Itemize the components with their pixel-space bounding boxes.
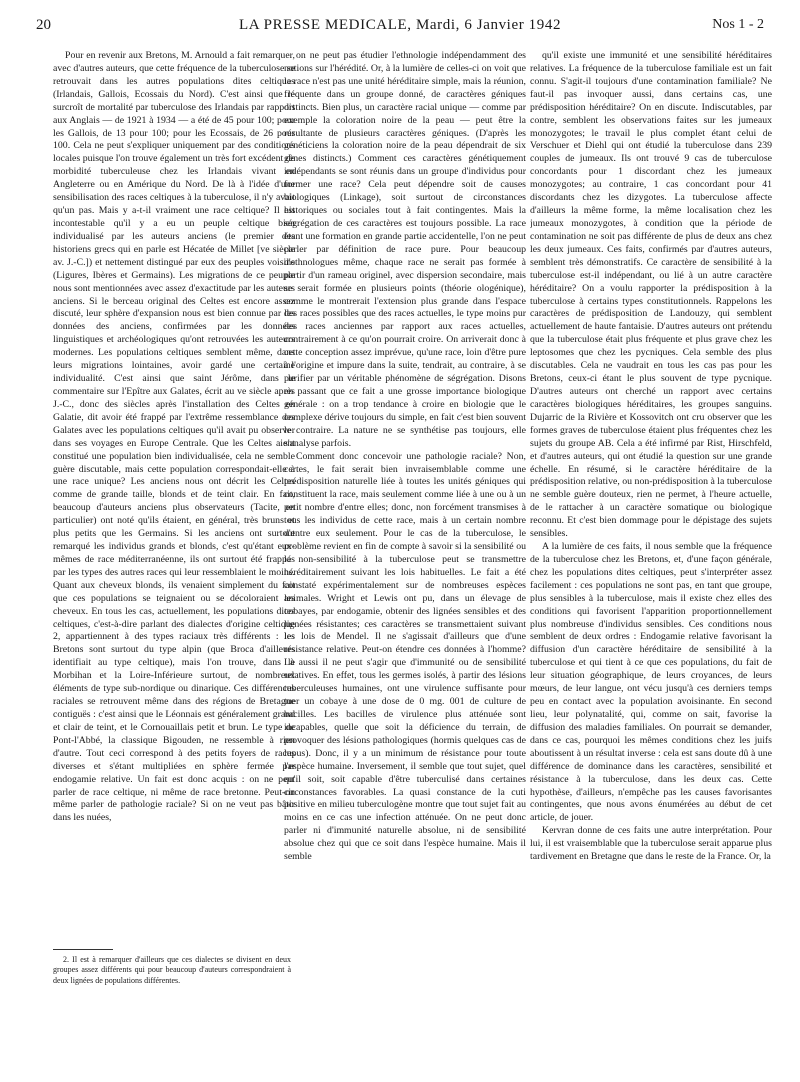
journal-title: LA PRESSE MEDICALE, Mardi, 6 Janvier 1942 xyxy=(238,17,562,33)
paragraph: Comment donc concevoir une pathologie raciale? Non, certes, le fait serait bien invraisemblable comme une prédisposition naturelle liée à toutes les unités géniques qui constituent la race, mais seulement comme liée à une ou à un petit nombre d'entre elles; donc, non forcément transmises à tous les individus de cette race, mais à un certain nombre d'entre eux seulement. Pour le cas de la tuberculose, le problème revient en fin de compte à savoir si la sensibilité ou la non-sensibilité à la tuberculose peut se transmettre héréditairement suivant les lois habituelles. Le fait a été constaté expérimentalement sur de nombreuses espèces animales. Wright et Lewis ont pu, dans un élevage de cobayes, par endogamie, obtenir des lignées sensibles et des lignées résistantes; ces caractères se transmettaient suivant les lois de Mendel. Il ne s'agissait d'ailleurs que d'une résistance relative. Peut-on étendre ces données à l'homme? Là aussi il ne peut s'agir que d'immunité ou de sensibilité relatives. En effet, tous les germes isolés, à partir des lésions tuberculeuses humaines, ont une virulence suffisante pour tuer un cobaye à une dose de 0 mg. 001 de culture de bacilles. Les bacilles de virulence plus atténuée sont incapables, quelle que soit la déficience du terrain, de provoquer des lésions pathologiques (hormis quelques cas de lupus). Donc, il y a un minimum de résistance pour toute l'espèce humaine. Inversement, il semble que tout sujet, quel qu'il soit, soit capable d'être tuberculisé dans certaines circonstances favorables. La quasi constance de la cuti positive en milieu tuberculogène montre que tout sujet fait au moins en ce cas une infection atténuée. On ne peut donc parler ni d'immunité naturelle absolue, ni de sensibilité absolue chez qui que ce soit dans l'espèce humaine. Mais il semble xyxy=(284,450,526,863)
column-1 xyxy=(53,50,295,942)
paragraph: on ne peut pas étudier l'ethnologie indépendamment des notions sur l'hérédité. Or, à la lumière de celles-ci on voit que la race n'est pas une unité héréditaire simple, mais la réunion, fréquente dans un groupe donné, de caractères géniques distincts. Bien plus, un caractère racial unique — comme par exemple la coloration noire de la peau — peut être la résultante de plusieurs caractères géniques. (D'après les généticiens la coloration noire de la peau dépendrait de six gènes distincts.) Comment ces caractères génétiquement indépendants se sont réunis dans un groupe d'individus pour former une race? Cela peut dépendre soit de causes biologiques (Linkage), soit surtout de circonstances historiques ou sociales tout à fait contingentes. Mais la ségrégation de ces caractères est toujours possible. La race étant une formation en grande partie accidentelle, l'on ne peut parler par définition de race pure. Pour beaucoup d'ethnologues même, chaque race ne serait pas formée à partir d'un rameau originel, avec dispersion secondaire, mais se serait formée en plusieurs points (théorie ologénique), comme le montrerait l'extension plus grande dans l'espace des races possibles que des races actuelles, le type moins pur des races anciennes par rapport aux races actuelles, contrairement à ce qu'on pourrait croire. On arriverait donc à cette conception assez imprévue, qu'une race, loin d'être pure à l'origine et impure dans la suite, tendrait, au contraire, à se purifier par un véritable phénomène de ségrégation. Disons en passant que ce fait a une grosse importance biologique générale : on a trop tendance à croire en biologie que le complexe dérive toujours du simple, en fait c'est bien souvent le contraire. La nature ne se synthétise pas toujours, elle s'analyse parfois. xyxy=(284,50,526,449)
paragraph: Kervran donne de ces faits une autre interprétation. Pour lui, il est vraisemblable que la tuberculose serait apparue plus tardivement en Bretagne que dans le reste de la France. Or, la xyxy=(530,825,772,863)
paragraph: qu'il existe une immunité et une sensibilité héréditaires relatives. La fréquence de la tuberculose familiale est un fait connu. S'agit-il toujours d'une contamination familiale? Ne faut-il pas invoquer aussi, dans certains cas, une prédisposition héréditaire? On en discute. Indiscutables, par contre, semblent les observations faites sur les jumeaux monozygotes; le travail le plus complet étant celui de Verschuer et Diehl qui ont étudié la tuberculose dans 239 couples de jumeaux. Ils ont trouvé 9 cas de tuberculose concordants pour 1 discordant chez les jumeaux monozygotes; au contraire, 1 cas concordant pour 41 discordants chez les dizygotes. La tuberculose affecte d'ailleurs la même forme, la même localisation chez les jumeaux monozygotes, à condition que la période de contamination ne soit pas différente de plus de deux ans chez les deux jumeaux. Ces faits, confirmés par d'autres auteurs, semblent très démonstratifs. Ce caractère de sensibilité à la tuberculose est-il indépendant, ou lié à un autre caractère héréditaire? On a voulu rapporter la prédisposition à la tuberculose à certains types constitutionnels. Rappelons les caractères de prédisposition de Landouzy, qui semblent actuellement de haute fantaisie. D'autres auteurs ont prétendu que la tuberculose était plus fréquente et plus grave chez les leptosomes que chez les pycniques. Cela semble des plus discutables. Cela ne vaudrait en tous les cas pas pour les Bretons, ceux-ci étant le plus souvent de type pycnique. D'autres auteurs ont cherché un rapport avec certains caractères biologiques héréditaires, les groupes sanguins. Dujarric de la Rivière et Kossovitch ont cru observer que les formes graves de tuberculose étaient plus fréquentes chez les sujets du groupe AB. Cela a été infirmé par Rist, Hirschfeld, et d'autres auteurs, qui ont étudié la question sur une grande échelle. En résumé, si le caractère héréditaire de la prédisposition relative, ou non-prédisposition à la tuberculose ne semble guère douteux, rien ne permet, à l'heure actuelle, de le rattacher à un caractère somatique ou biologique reconnu. Et c'est bien dommage pour le dépistage des sujets sensibles. xyxy=(530,50,772,540)
column-3 xyxy=(530,50,772,1074)
issue-number: Nos 1 - 2 xyxy=(712,17,764,32)
column-2 xyxy=(284,50,526,1074)
footnote-text: 2. Il est à remarquer d'ailleurs que ces dialectes se divisent en deux groupes assez différents qui pour beaucoup d'auteurs correspondraient à deux lignées de populations différentes. xyxy=(53,955,291,985)
footnote xyxy=(53,955,291,986)
page-number: 20 xyxy=(36,17,51,33)
footnote-divider xyxy=(53,949,113,950)
paragraph: A la lumière de ces faits, il nous semble que la fréquence de la tuberculose chez les Bretons, et, d'une façon générale, chez les populations dites celtiques, peut s'interpréter assez facilement : ces populations ne sont pas, en tant que groupe, plus sensibles à la tuberculose, mais il existe chez elles des conditions qui favorisent l'apparition proportionnellement plus nombreuse d'individus sensibles. Ces conditions nous semblent de deux ordres : Endogamie relative favorisant la diffusion d'un caractère héréditaire de sensibilité à la tuberculose et qui tient à ce que ces populations, du fait de leur situation géographique, de leurs croyances, de leurs mœurs, de leur langue, ont vécu jusqu'à ces derniers temps peu en contact avec la population avoisinante. En second lieu, leur polynatalité, qui, comme on sait, favorise la diffusion des maladies familiales. On pourrait se demander, dans ce cas, pourquoi les mêmes conditions chez les juifs aboutissent à un résultat inverse : cela est sans doute dû à une différence de dominance dans les caractères, sensibilité et résistance à la tuberculose, dans les deux cas. Cette hypothèse, d'ailleurs, n'empêche pas les causes favorisantes contingentes, que nous avons énumérées au début de cet article, de jouer. xyxy=(530,541,772,824)
page-header xyxy=(36,17,764,39)
paragraph: Pour en revenir aux Bretons, M. Arnould a fait remarquer, avec d'autres auteurs, que cette fréquence de la tuberculose se retrouvait dans les autres populations dites celtiques (Irlandais, Gallois, Ecossais du Nord). C'est ainsi que le surcroît de mortalité par tuberculose des Irlandais par rapport aux Anglais — de 1921 à 1934 — a été de 45 pour 100; pour les Gallois, de 13 pour 100; pour les Ecossais, de 26 pour 100. Cela ne peut s'expliquer uniquement par des conditions locales puisque l'on trouve également un très fort excédent de morbidité tuberculeuse chez les Irlandais vivant en Angleterre ou en Amérique du Nord. De là à l'idée d'une sensibilisation des races celtiques à la tuberculose, il n'y avait qu'un pas. Mais y a-t-il vraiment une race celtique? Il est incontestable qu'il y a eu un peuple celtique bien individualisé par les auteurs anciens (le premier des historiens grecs qui en parle est Hécatée de Millet [ve siècle av. J.-C.]) et nettement distingué par eux des peuples voisins (Ligures, Ibères et Germains). Les migrations de ce peuple nous sont mentionnées avec assez d'exactitude par les auteurs anciens. Si le berceau original des Celtes est encore assez discuté, leur sphère d'expansion nous est bien connue par les données des anciens, confirmées par les données linguistiques et archéologiques qu'ont retrouvées les auteurs modernes. Les populations celtiques semblent même, dans leurs migrations lointaines, avoir gardé une certaine individualité. C'est ainsi que saint Jérôme, dans le commentaire sur l'Epître aux Galates, écrit au ve siècle après J.-C., donc des siècles après l'installation des Celtes en Galatie, dit avoir été frappé par l'extrême ressemblance des Galates avec les populations celtiques qu'il avait pu observer dans ses voyages en Europe Centrale. Que les Celtes aient constitué une population bien individualisée, cela ne semble guère discutable, mais cette population correspondait-elle à une race unique? Les anciens nous ont décrit les Celtes comme de grande taille, blonds et de teint clair. En fait, beaucoup d'auteurs anciens plus observateurs (Tacite, en particulier) ont noté qu'ils étaient, en général, très bruns et plus petits que les Germains. Si les anciens ont surtout remarqué les individus grands et blonds, c'est qu'étant eux-mêmes de race méditerranéenne, ils ont surtout été frappés par les types des autres races qui leur ressemblaient le moins. Quant aux cheveux blonds, ils venaient simplement du fait que ces populations se teignaient ou se décoloraient les cheveux. En tous les cas, actuellement, les populations dites celtiques, c'est-à-dire parlant des dialectes d'origine celtique 2, appartiennent à des types raciaux très différents : les Bretons sont surtout du type alpin (que Broca d'ailleurs identifiait au type celtique), mais l'on trouve, dans le Morbihan et la Loire-Inférieure surtout, de nombreux éléments de type sub-nordique ou dinarique. Ces différences raciales se retrouvent même dans des régions de Bretagne contiguës : c'est ainsi que le Léonnais est généralement grand et clair de teint, et le Cornouaillais petit et brun. Le type de Pont-l'Abbé, la classique Bigouden, ne ressemble à rien d'autre. Tout ceci correspond à des petits foyers de races diverses et s'étant multipliées en sphère fermée par endogamie relative. Un fait est donc acquis : on ne peut parler de race celtique, ni même de race bretonne. Peut-on même parler de pathologie raciale? Si on ne veut pas bâtir dans les nuées, xyxy=(53,50,295,824)
